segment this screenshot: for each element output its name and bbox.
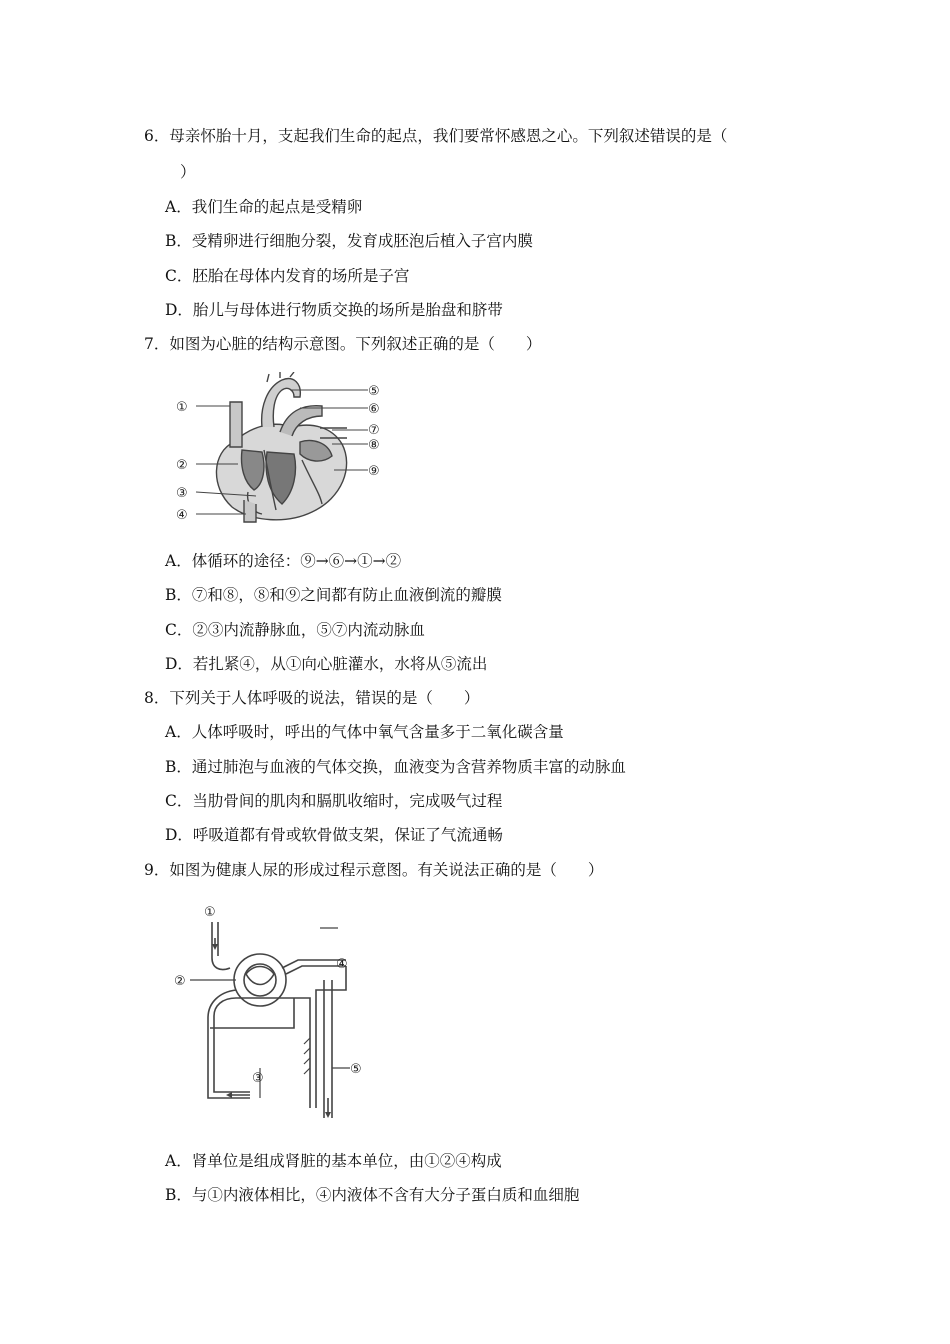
question-8-option-b: B．通过肺泡与血液的气体交换，血液变为含营养物质丰富的动脉血: [165, 758, 626, 776]
nephron-label-2: ②: [174, 974, 186, 989]
heart-label-5: ⑤: [368, 384, 380, 399]
heart-label-2: ②: [176, 458, 188, 473]
nephron-label-5: ⑤: [350, 1062, 362, 1077]
question-6-option-a: A．我们生命的起点是受精卵: [165, 198, 363, 216]
question-9-option-a: A．肾单位是组成肾脏的基本单位，由①②④构成: [165, 1152, 502, 1170]
heart-label-9: ⑨: [368, 464, 380, 479]
question-7-option-d: D．若扎紧④，从①向心脏灌水，水将从⑤流出: [165, 655, 488, 673]
question-8-option-a: A．人体呼吸时，呼出的气体中氧气含量多于二氧化碳含量: [165, 723, 564, 741]
heart-label-7: ⑦: [368, 423, 380, 438]
question-7-option-a: A．体循环的途径：⑨→⑥→①→②: [165, 552, 402, 570]
question-8-option-c: C．当肋骨间的肌肉和膈肌收缩时，完成吸气过程: [165, 792, 503, 810]
nephron-figure: [170, 898, 370, 1128]
heart-label-6: ⑥: [368, 402, 380, 417]
question-7-stem: 7．如图为心脏的结构示意图。下列叙述正确的是（ ）: [144, 335, 542, 353]
question-6-option-c: C．胚胎在母体内发育的场所是子宫: [165, 267, 410, 285]
heart-label-1: ①: [176, 400, 188, 415]
question-6-stem: 6．母亲怀胎十月，支起我们生命的起点，我们要常怀感恩之心。下列叙述错误的是（: [144, 127, 728, 145]
question-6-stem-continued: ）: [180, 163, 196, 181]
question-6-option-b: B．受精卵进行细胞分裂，发育成胚泡后植入子宫内膜: [165, 232, 533, 250]
question-9-stem: 9．如图为健康人尿的形成过程示意图。有关说法正确的是（ ）: [144, 861, 604, 879]
heart-label-8: ⑧: [368, 438, 380, 453]
heart-label-4: ④: [176, 508, 188, 523]
question-9-option-b: B．与①内液体相比，④内液体不含有大分子蛋白质和血细胞: [165, 1186, 580, 1204]
nephron-label-3: ③: [252, 1071, 264, 1086]
heart-structure-figure: [172, 372, 402, 532]
question-7-option-b: B．⑦和⑧，⑧和⑨之间都有防止血液倒流的瓣膜: [165, 586, 502, 604]
nephron-label-4: ④: [336, 957, 348, 972]
question-8-stem: 8．下列关于人体呼吸的说法，错误的是（ ）: [144, 689, 480, 707]
nephron-label-1: ①: [204, 905, 216, 920]
question-8-option-d: D．呼吸道都有骨或软骨做支架，保证了气流通畅: [165, 826, 503, 844]
heart-label-3: ③: [176, 486, 188, 501]
question-7-option-c: C．②③内流静脉血，⑤⑦内流动脉血: [165, 621, 425, 639]
question-6-option-d: D．胎儿与母体进行物质交换的场所是胎盘和脐带: [165, 301, 503, 319]
